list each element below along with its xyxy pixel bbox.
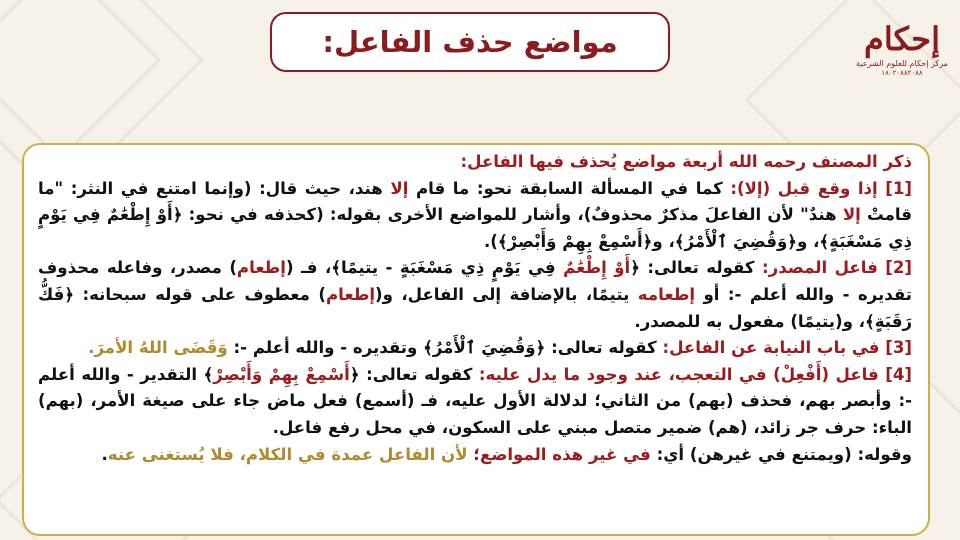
intro-text: ذكر المصنف رحمه الله أربعة مواضع يُحذف فيها الفاعل:: [460, 152, 912, 171]
section-2-highlight: إطعام: [236, 258, 286, 278]
section-2-highlight: إطعامه: [637, 284, 696, 304]
section-4-highlight: أَسْمِعْ بِهِمْ وَأَبْصِرْ: [213, 364, 350, 384]
section-2-text: فِي يَوْمٍ ذِي مَسْغَبَةٍ - يتيمًا﴾، فـ (: [286, 258, 564, 278]
section-3-highlight: وَقَضَى اللهُ الأمرَ.: [88, 338, 228, 358]
section-3-text: كقوله تعالى: ﴿وَقُضِيَ ٱلْأَمْرُ﴾ وتقديره - والله أعلم -:: [227, 338, 663, 358]
section-2-text: ) معطوف على قوله سبحانه: ﴿فَكُّ رَقَبَةٍ﴾، و(يتيمًا) مفعول به للمصدر.: [38, 284, 912, 331]
section-4-heading: [4] فاعل (أَفْعِلْ) في التعجب، عند وجود ما يدل عليه:: [478, 364, 913, 384]
section-4-text: ﴾ التقدير - والله أعلم -: وأبصر بهم، فحذف (بهم) من الثاني؛ لدلالة الأول عليه، فـ (أسمع) فعل ماض جاء على صيغة الأمر، (بهم) الباء: حرف جر زائد، (هم) ضمير متصل مبني على السكون، في محل رفع فاعل.: [38, 364, 912, 437]
section-2-text: كقوله تعالى: ﴿: [630, 258, 763, 278]
section-1-heading: [1] إذا وقع قبل (إلا):: [730, 178, 912, 198]
brand-logo: [848, 20, 956, 104]
title-box: [270, 12, 670, 72]
section-2: [38, 255, 912, 335]
section-5-text: .: [101, 444, 108, 464]
section-1-text: هند، حيث قال: (وإنما امتنع في النثر: "ما قامتْ: [38, 178, 912, 225]
content-panel: [22, 143, 930, 536]
section-2-highlight: أَوْ إِطْعَٰمٌ: [563, 258, 631, 278]
logo-tag: ١٨٠٢٠٨٨٢٠٨٨: [881, 69, 923, 77]
section-3: [38, 335, 912, 362]
logo-subtitle: مركز إحكام للعلوم الشرعية: [856, 59, 948, 68]
section-2-highlight: إطعام: [325, 284, 376, 304]
section-4-text: كقوله تعالى: ﴿: [349, 364, 479, 384]
section-2-text: يتيمًا، بالإضافة إلى الفاعل، و(: [375, 284, 638, 304]
section-3-heading: [3] في باب النيابة عن الفاعل:: [662, 338, 912, 358]
section-1-highlight: إلا: [390, 178, 409, 198]
section-5-conclusion: لأن الفاعل عمدة في الكلام، فلا يُستغنى عنه: [107, 444, 468, 464]
section-1-text: كما في المسألة السابقة نحو: ما قام: [408, 178, 731, 198]
intro-line: [38, 149, 912, 176]
content-text: [24, 145, 928, 468]
section-5-text: وقوله: (ويمتنع في غيرهن) أي:: [650, 444, 912, 464]
section-1-highlight: إلا: [842, 205, 861, 225]
section-1-text: هندٌ" لأن الفاعلَ مذكرٌ محذوفٌ)، وأشار للمواضع الأخرى بقوله: (كحذفه في نحو: ﴿أَوْ إِطْعَٰمٌ فِي يَوْمٍ ذِي مَسْغَبَةٍ﴾، و﴿وَقُضِيَ ٱلْأَمْرُ﴾، و﴿أَسْمِعْ بِهِمْ وَأَبْصِرْ﴾).: [38, 205, 912, 251]
section-5-highlight: في غير هذه المواضع؛: [473, 444, 651, 464]
section-2-text: ) مصدر، وفاعله محذوف تقديره - والله أعلم -: أو: [38, 258, 913, 304]
section-5: [38, 442, 912, 469]
page-title: مواضع حذف الفاعل:: [322, 25, 618, 59]
section-1: [38, 176, 912, 256]
logo-mark: إحكام: [864, 20, 940, 58]
section-4: [38, 362, 912, 442]
section-2-heading: [2] فاعل المصدر:: [762, 258, 912, 278]
